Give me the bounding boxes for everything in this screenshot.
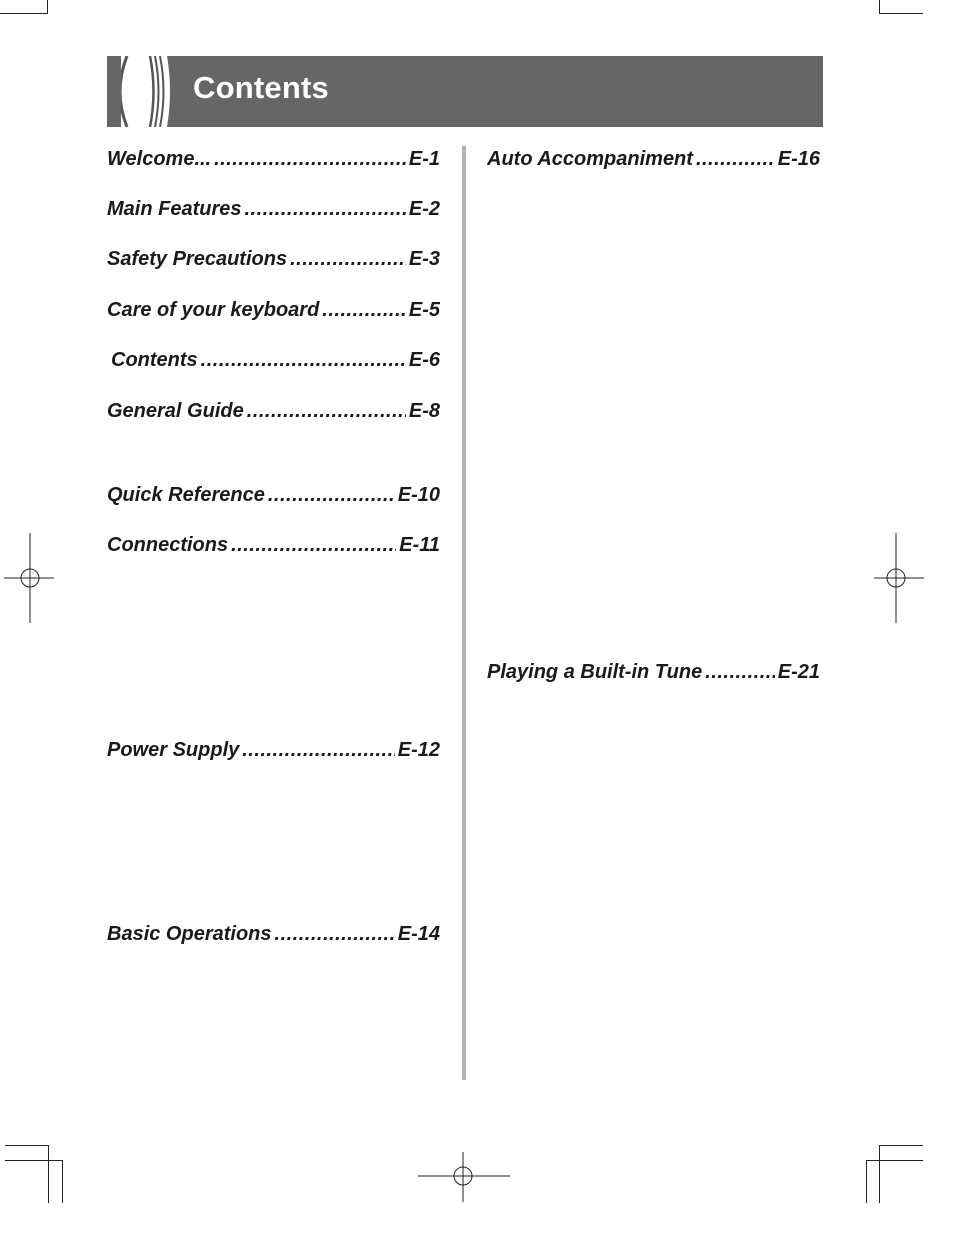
toc-entry-connections[interactable] xyxy=(107,534,440,557)
registration-mark-bottom xyxy=(418,1152,510,1202)
toc-leader-dots xyxy=(705,661,775,684)
toc-entry-title: Basic Operations xyxy=(107,923,272,945)
toc-entry-care-of-keyboard[interactable] xyxy=(107,299,440,322)
toc-entry-welcome[interactable] xyxy=(107,148,440,171)
bracket-decoration-icon xyxy=(107,56,187,127)
column-divider xyxy=(462,146,466,1080)
toc-entry-title: Welcome... xyxy=(107,148,212,170)
crop-mark xyxy=(866,1160,923,1161)
registration-mark-right xyxy=(874,533,924,623)
toc-leader-dots xyxy=(268,484,395,507)
toc-page-number: E-2 xyxy=(408,198,440,220)
page-title: Contents xyxy=(193,70,329,105)
crop-mark xyxy=(866,1160,867,1203)
toc-entry-quick-reference[interactable] xyxy=(107,484,440,507)
toc-page-number: E-5 xyxy=(408,299,440,321)
toc-leader-dots xyxy=(275,923,395,946)
crop-mark xyxy=(879,1145,880,1203)
toc-entry-contents[interactable] xyxy=(111,349,440,372)
crop-mark xyxy=(47,0,48,14)
toc-leader-dots xyxy=(290,248,406,271)
toc-leader-dots xyxy=(214,148,406,171)
toc-entry-main-features[interactable] xyxy=(107,198,440,221)
toc-entry-power-supply[interactable] xyxy=(107,739,440,762)
toc-entry-basic-operations[interactable] xyxy=(107,923,440,946)
toc-entry-title: Quick Reference xyxy=(107,484,265,506)
crop-mark xyxy=(62,1160,63,1203)
toc-leader-dots xyxy=(247,400,406,423)
crop-mark xyxy=(879,13,923,14)
crop-mark xyxy=(0,13,48,14)
toc-page-number: E-16 xyxy=(777,148,820,170)
toc-page-number: E-14 xyxy=(397,923,440,945)
crop-mark xyxy=(879,0,880,14)
toc-entry-title: Safety Precautions xyxy=(107,248,288,270)
crop-mark xyxy=(48,1145,49,1203)
toc-entry-title: General Guide xyxy=(107,400,244,422)
toc-page-number: E-3 xyxy=(408,248,440,270)
crop-mark xyxy=(879,1145,923,1146)
toc-page-number: E-6 xyxy=(408,349,440,371)
toc-page-number: E-21 xyxy=(777,661,820,683)
toc-page-number: E-1 xyxy=(408,148,440,170)
toc-leader-dots xyxy=(696,148,775,171)
toc-entry-title: Auto Accompaniment xyxy=(487,148,693,170)
toc-page-number: E-10 xyxy=(397,484,440,506)
toc-entry-title: Contents xyxy=(111,349,198,371)
toc-entry-title: Power Supply xyxy=(107,739,240,761)
crop-mark xyxy=(5,1145,49,1146)
toc-entry-playing-built-in-tune[interactable] xyxy=(487,661,820,684)
toc-page-number: E-8 xyxy=(408,400,440,422)
crop-mark xyxy=(5,1160,63,1161)
toc-entry-title: Connections xyxy=(107,534,229,556)
toc-page-number: E-12 xyxy=(397,739,440,761)
toc-entry-title: Playing a Built-in Tune xyxy=(487,661,703,683)
toc-leader-dots xyxy=(244,198,405,221)
toc-entry-auto-accompaniment[interactable] xyxy=(487,148,820,171)
toc-entry-title: Care of your keyboard xyxy=(107,299,320,321)
toc-leader-dots xyxy=(201,349,406,372)
toc-page-number: E-11 xyxy=(399,534,440,556)
toc-entry-safety-precautions[interactable] xyxy=(107,248,440,271)
toc-leader-dots xyxy=(322,299,406,322)
toc-leader-dots xyxy=(231,534,396,557)
toc-entry-title: Main Features xyxy=(107,198,242,220)
toc-leader-dots xyxy=(242,739,395,762)
registration-mark-left xyxy=(4,533,54,623)
toc-entry-general-guide[interactable] xyxy=(107,400,440,423)
section-header xyxy=(107,56,823,127)
